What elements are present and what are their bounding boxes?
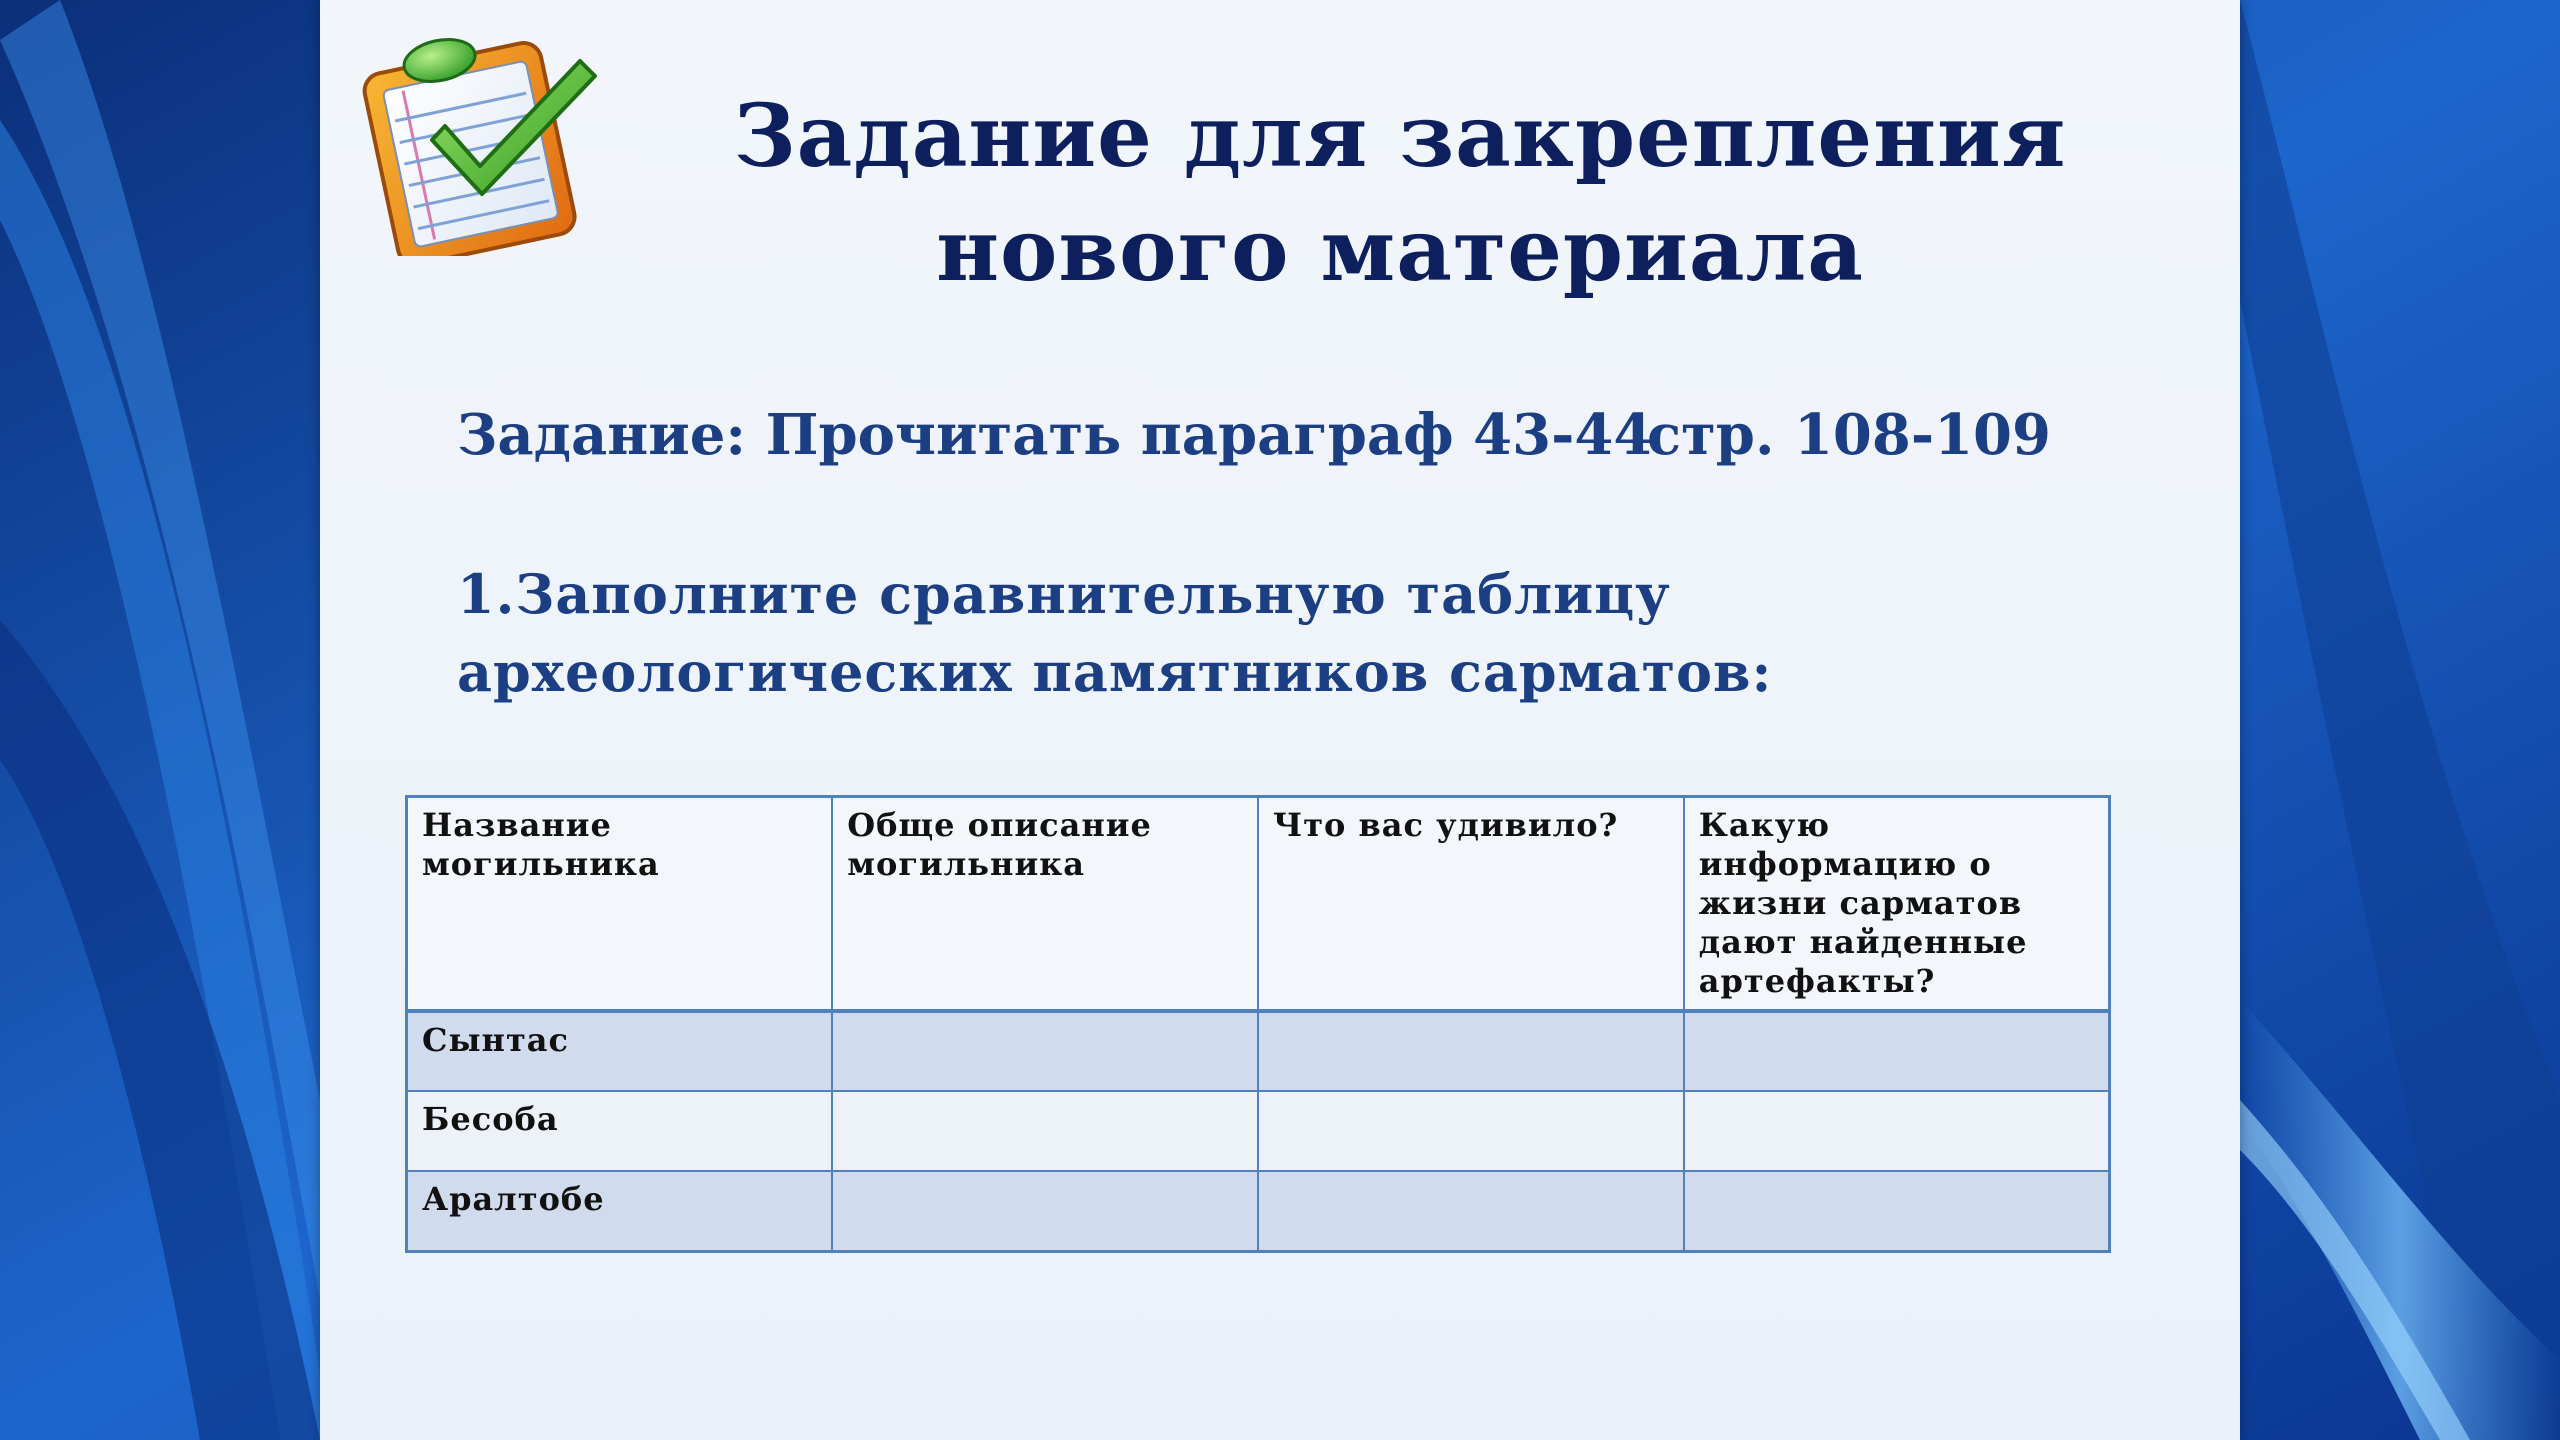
header-general-description: Обще описание могильника [832,797,1258,1012]
presentation-slide [320,0,2240,1440]
table-row [407,1011,2110,1091]
table-row [407,1171,2110,1251]
table-cell[interactable] [1258,1011,1684,1091]
table-cell-name: Сынтас [407,1011,833,1091]
table-row [407,1091,2110,1171]
assignment-label: Задание: Прочитать параграф 43-44 [457,402,1653,468]
slide-title: Задание для закрепления нового материала [733,86,2067,301]
table-cell[interactable] [1684,1091,2110,1171]
table-header-row [407,797,2110,1012]
task-line-1: 1.Заполните сравнительную таблицу [457,562,1671,626]
table-cell[interactable] [832,1011,1258,1091]
table-cell-name: Бесоба [407,1091,833,1171]
table-cell[interactable] [1258,1091,1684,1171]
task-line-2: археологических памятников сарматов: [457,640,1773,704]
comparison-table [405,795,2111,1253]
table-cell[interactable] [1684,1011,2110,1091]
header-what-surprised: Что вас удивило? [1258,797,1684,1012]
clipboard-checkmark-icon [340,16,610,256]
assignment-line [457,400,2051,470]
table-cell[interactable] [832,1091,1258,1171]
table-cell[interactable] [832,1171,1258,1251]
header-burial-name: Название могильника [407,797,833,1012]
header-artifact-info: Какую информацию о жизни сарматов дают найденные артефакты? [1684,797,2110,1012]
table-cell-name: Аралтобе [407,1171,833,1251]
table-cell[interactable] [1258,1171,1684,1251]
table-cell[interactable] [1684,1171,2110,1251]
task-instruction [457,555,2157,711]
assignment-pages: стр. 108-109 [1647,402,2051,468]
